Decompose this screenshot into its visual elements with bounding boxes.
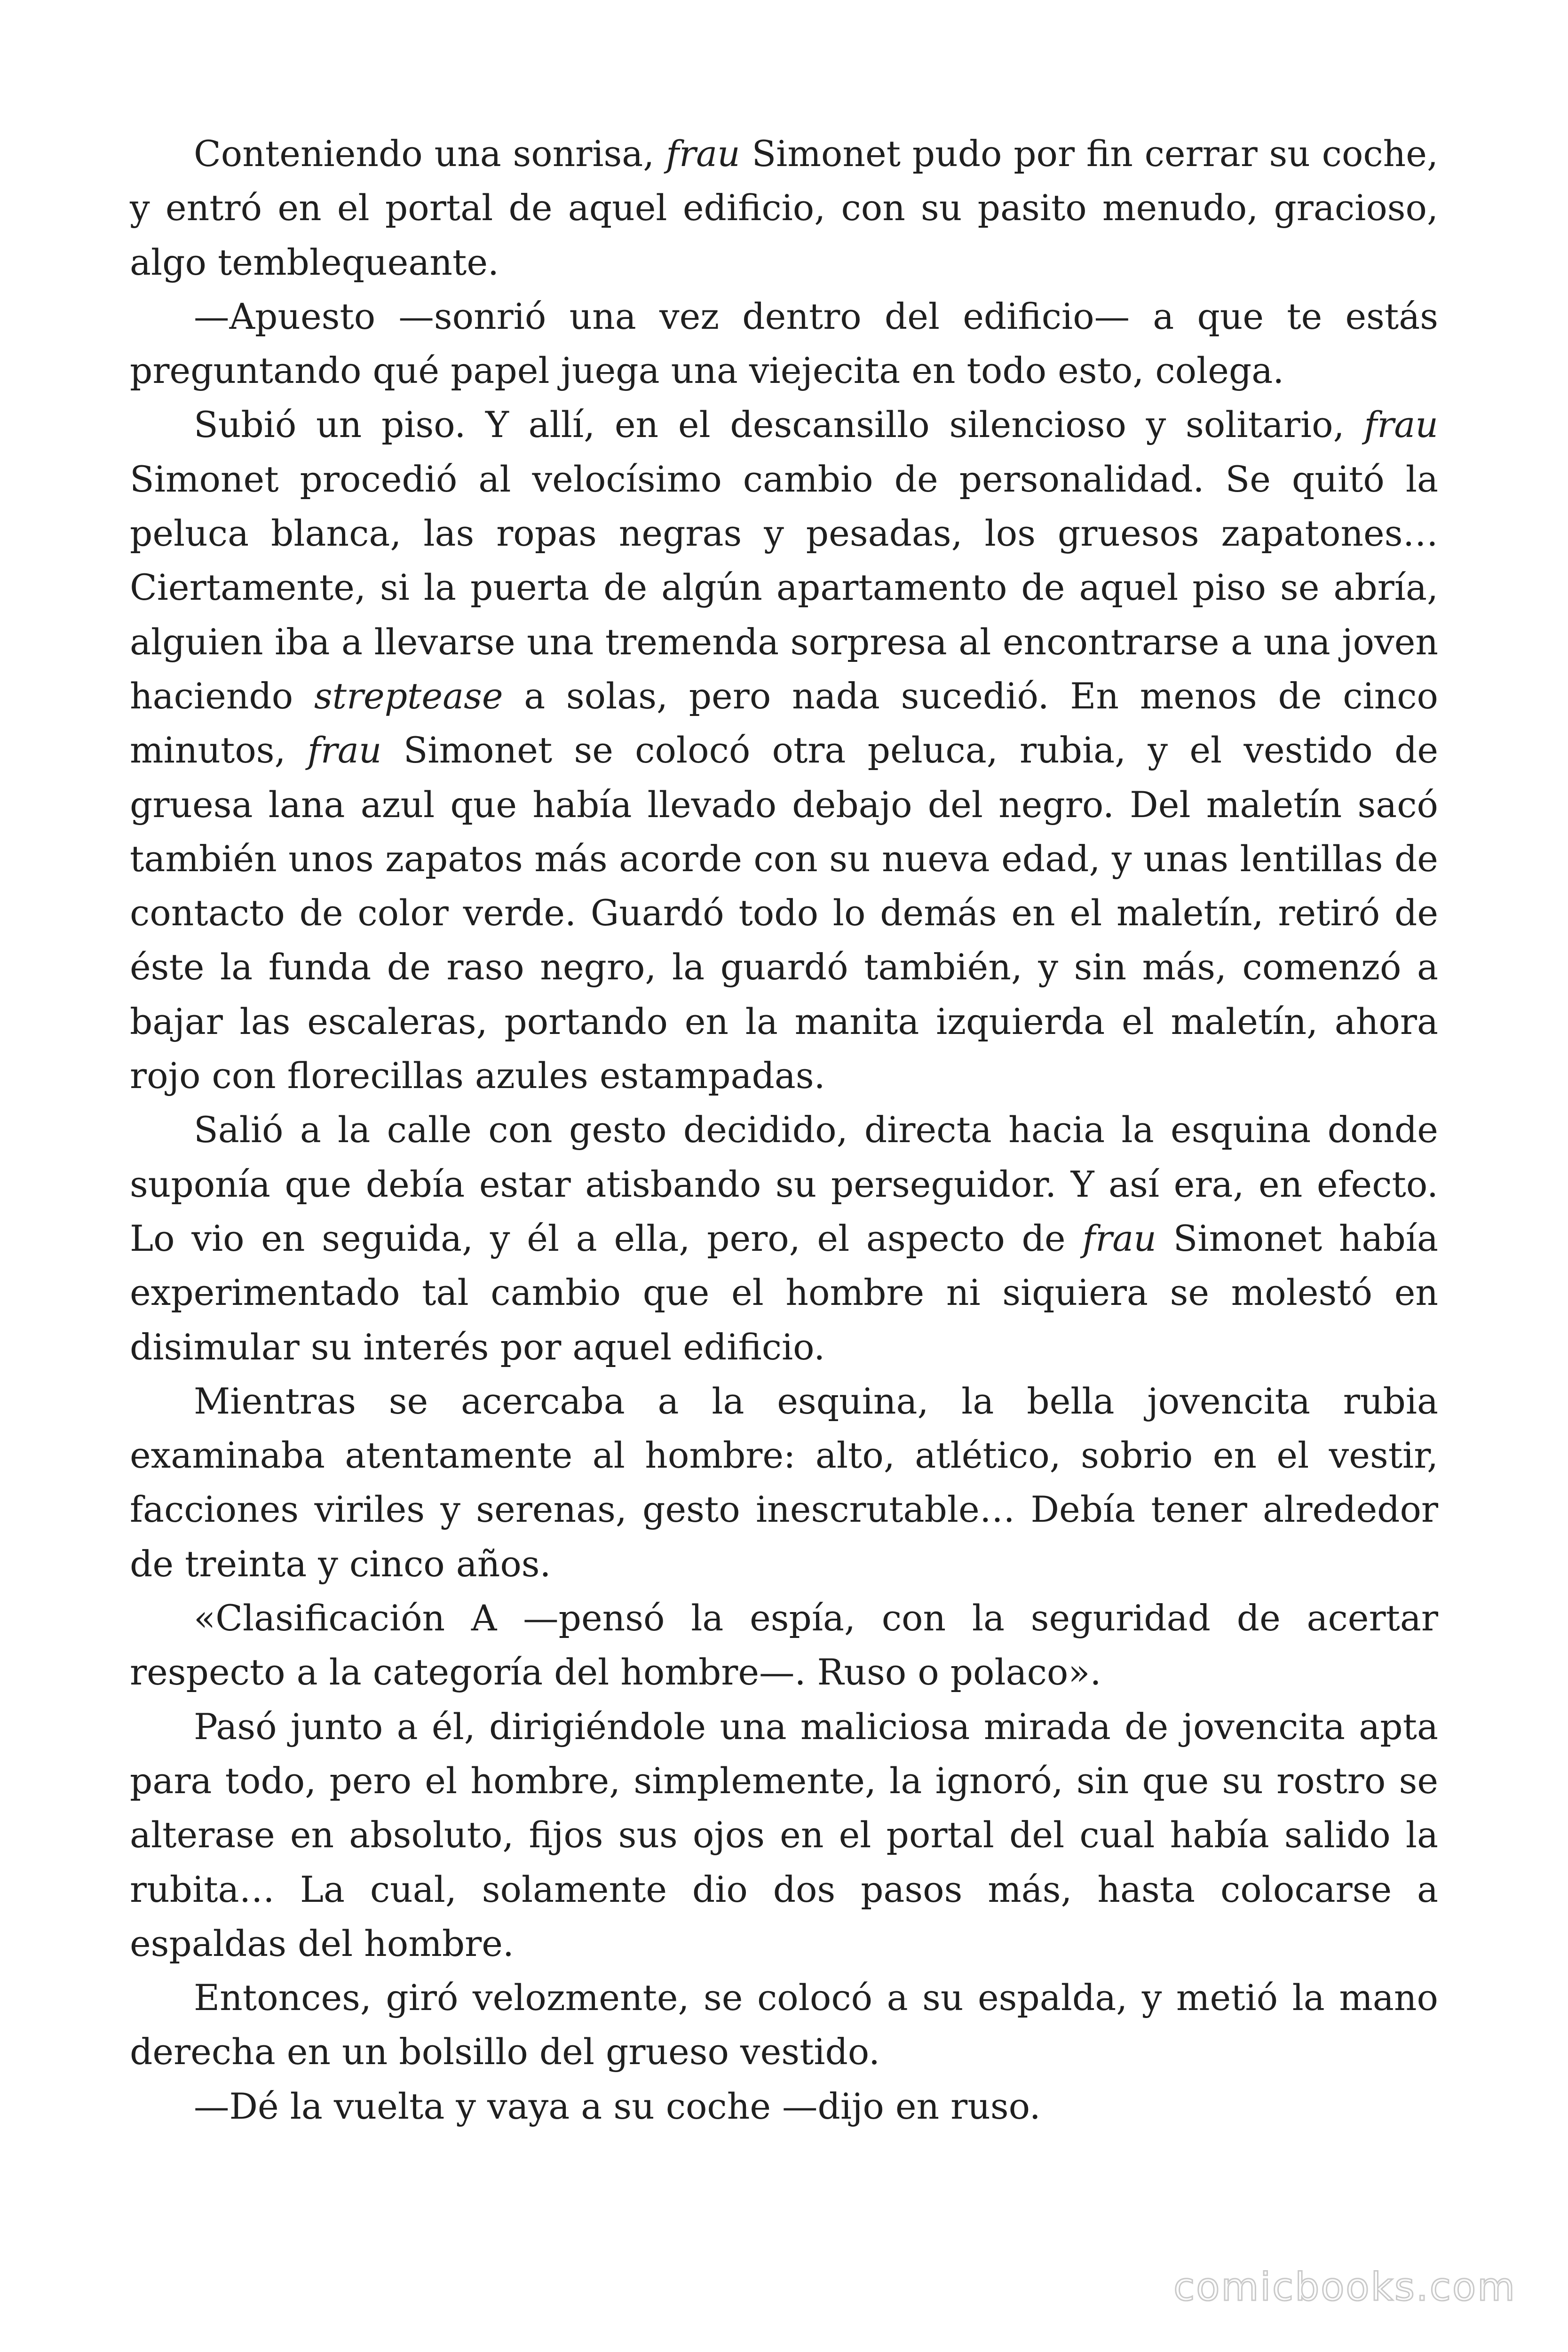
paragraph-text: «Clasificación A —pensó la espía, con la seguridad de acertar respecto a la categoría del hombre—. Ruso o polaco». [130, 1597, 1438, 1693]
paragraph-text: Conteniendo una sonrisa, [194, 133, 666, 175]
paragraph [130, 290, 1438, 398]
paragraph [130, 1375, 1438, 1591]
paragraph-text: Entonces, giró velozmente, se colocó a su espalda, y metió la mano derecha en un bolsillo del grueso vestido. [130, 1977, 1438, 2073]
book-page-body [130, 127, 1438, 2134]
paragraph [130, 127, 1438, 290]
paragraph [130, 1103, 1438, 1374]
paragraph-text: Simonet pudo por fin cerrar su coche, y entró en el portal de aquel edificio, con su pasito menudo, gracioso, algo temblequeante. [130, 133, 1438, 283]
paragraph [130, 1971, 1438, 2080]
paragraph [130, 1700, 1438, 1971]
paragraph [130, 2080, 1438, 2134]
italic-word: frau [1082, 1217, 1156, 1259]
paragraph-text: Simonet se colocó otra peluca, rubia, y el vestido de gruesa lana azul que había llevado debajo del negro. Del maletín sacó también unos zapatos más acorde con su nueva edad, y unas lentillas de contacto de color verde. Guardó todo lo demás en el maletín, retiró de éste la funda de raso negro, la guardó también, y sin más, comenzó a bajar las escaleras, portando en la manita izquierda el maletín, ahora rojo con florecillas azules estampadas. [130, 730, 1438, 1097]
paragraph-text: Pasó junto a él, dirigiéndole una maliciosa mirada de jovencita apta para todo, pero el hombre, simplemente, la ignoró, sin que su rostro se alterase en absoluto, fijos sus ojos en el portal del cual había salido la rubita… La cual, solamente dio dos pasos más, hasta colocarse a espaldas del hombre. [130, 1706, 1438, 1964]
paragraph-text: Simonet había experimentado tal cambio que el hombre ni siquiera se molestó en disimular su interés por aquel edificio. [130, 1217, 1438, 1368]
paragraph-text: —Dé la vuelta y vaya a su coche —dijo en ruso. [194, 2085, 1041, 2127]
paragraph-text: Simonet procedió al velocísimo cambio de personalidad. Se quitó la peluca blanca, las ropas negras y pesadas, los gruesos zapatones… Ciertamente, si la puerta de algún apartamento de aquel piso se abría, alguien iba a llevarse una tremenda sorpresa al encontrarse a una joven haciendo [130, 458, 1438, 717]
paragraph-text: Salió a la calle con gesto decidido, directa hacia la esquina donde suponía que debía estar atisbando su perseguidor. Y así era, en efecto. Lo vio en seguida, y él a ella, pero, el aspecto de [130, 1109, 1438, 1259]
paragraph-text: —Apuesto —sonrió una vez dentro del edificio— a que te estás preguntando qué papel juega una viejecita en todo esto, colega. [130, 295, 1438, 392]
italic-word: frau [1364, 404, 1438, 446]
paragraph [130, 1591, 1438, 1700]
paragraph [130, 398, 1438, 1103]
italic-word: frau [666, 133, 740, 175]
italic-word: streptease [314, 675, 503, 717]
paragraph-text: a solas, pero nada sucedió. En menos de cinco minutos, [130, 675, 1438, 771]
paragraph-text: Mientras se acercaba a la esquina, la bella jovencita rubia examinaba atentamente al hombre: alto, atlético, sobrio en el vestir, facciones viriles y serenas, gesto inescrutable… Debía tener alrededor de treinta y cinco años. [130, 1380, 1438, 1585]
italic-word: frau [307, 730, 382, 771]
site-watermark: comicbooks.com [1173, 2265, 1516, 2310]
paragraph-text: Subió un piso. Y allí, en el descansillo silencioso y solitario, [194, 404, 1364, 446]
